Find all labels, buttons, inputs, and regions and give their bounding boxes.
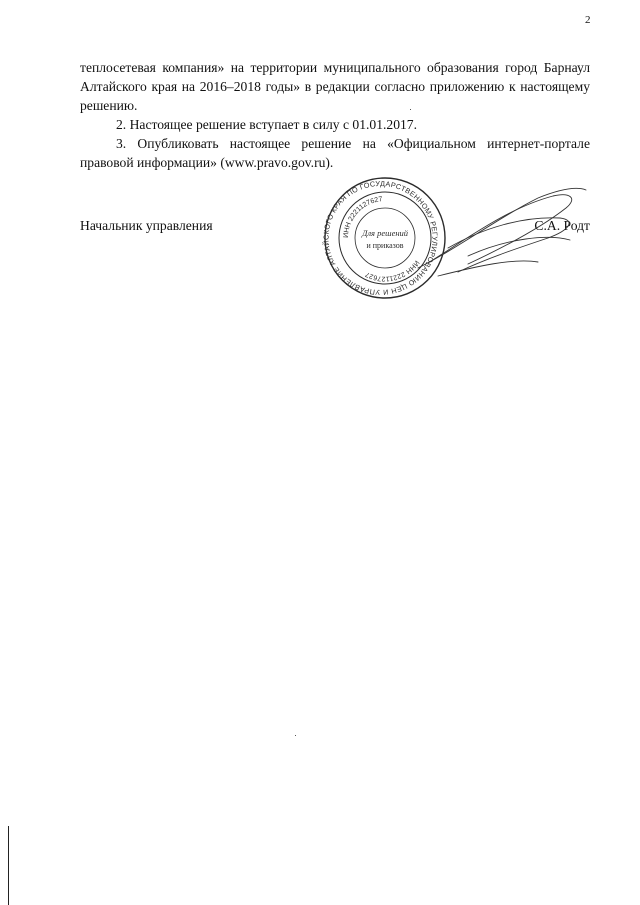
scan-speck	[295, 735, 296, 736]
document-body	[80, 58, 590, 172]
official-seal-and-signature	[308, 168, 608, 308]
seal-graphic	[308, 168, 608, 308]
paragraph-effective-date: 2. Настоящее решение вступает в силу с 01.01.2017.	[116, 117, 417, 132]
signatory-title: Начальник управления	[80, 218, 213, 233]
signatory-name: С.А. Родт	[534, 218, 590, 233]
handwritten-signature	[418, 188, 586, 276]
seal-center-line2: и приказов	[366, 241, 404, 250]
seal-inn-bottom: ИНН 2221127627	[364, 258, 421, 282]
page-number: 2	[585, 14, 591, 26]
seal-inn-top: ИНН 2221127627	[342, 196, 383, 239]
scan-speck	[410, 109, 411, 110]
paragraph-publication: 3. Опубликовать настоящее решение на «Официальном интернет-портале правовой информации» (www.pravo.gov.ru).	[80, 136, 590, 170]
seal-outer-text: УПРАВЛЕНИЕ АЛТАЙСКОГО КРАЯ ПО ГОСУДАРСТВЕННОМУ РЕГУЛИРОВАНИЮ ЦЕН И	[321, 178, 440, 298]
paragraph-continuation: теплосетевая компания» на территории муниципального образования город Барнаул Алтайского края на 2016–2018 годы» в редакции согласно приложению к настоящему решению.	[80, 60, 590, 113]
scan-edge-line	[8, 826, 9, 905]
seal-center-line1: Для решений	[361, 228, 409, 238]
